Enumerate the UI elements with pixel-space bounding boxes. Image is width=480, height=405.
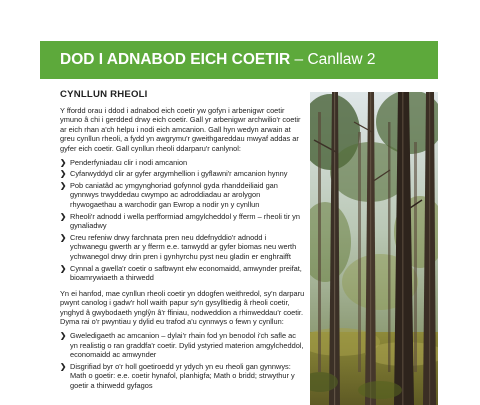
list-item: ❯ Rheoli'r adnodd i wella perfformiad amgylcheddol y fferm – rheoli tir yn gynaliadwy bbox=[60, 211, 300, 231]
chevron-right-icon: ❯ bbox=[60, 331, 67, 341]
page-title: DOD I ADNABOD EICH COETIR bbox=[60, 51, 291, 68]
list-item: ❯ Gweledigaeth ac amcanion – dylai'r rhain fod yn benodol i'ch safle ac yn realistig o ran graddfa'r coetir. Dylid ystyried materion amgylcheddol, economaidd ac amwynder bbox=[60, 331, 304, 360]
chevron-right-icon: ❯ bbox=[60, 232, 67, 242]
list-item: ❯ Disgrifiad byr o'r holl goetiroedd yr ydych yn eu rheoli gan gynnwys: Math o goetir: e.e. coetir hynafol, planhigfa; Math o bridd; strwythur y goetir a thirwedd gyfagos bbox=[60, 361, 295, 391]
body-paragraph: Yn ei hanfod, mae cynllun rheoli coetir yn ddogfen weithredol, sy'n darparu pwynt canolog i gadw'r holl waith papur sy'n gysylltiedig â rheoli coetir, ynghyd â gwybodaeth ynglŷn â'r ffiniau, nodweddion a rhinweddau'r coetir. Dyma rai o'r pwyntiau y dylid eu trafod a'u cynnwys o fewn y cynllun: bbox=[60, 288, 305, 327]
list-item: ❯ Cyfarwyddyd clir ar gyfer argymhellion i gyflawni'r amcanion hynny bbox=[60, 169, 288, 179]
chevron-right-icon: ❯ bbox=[60, 169, 67, 179]
list-item: ❯ Creu refeniw drwy farchnata pren neu ddefnyddio'r adnodd i ychwanegu gwerth ar y fferm e.e. tanwydd ar gyfer biomas neu werth ychwanegol drwy drin pren i gynhyrchu pyst neu gladin er enghraifft bbox=[60, 232, 297, 261]
intro-paragraph: Y ffordd orau i ddod i adnabod eich coetir yw gofyn i arbenigwr coetir ymuno â chi i gerdded drwy eich coetir. Gall yr arbenigwr archwilio'r coetir ar eich rhan a'ch helpu i nodi eich amcanion. Gall hyn wedyn arwain at greu cynllun rheoli, a fydd yn awgrymu'r gweithgareddau mwyaf addas ar gyfer eich coetir. Gall cynllun rheoli ddarparu'r canlynol: bbox=[60, 105, 301, 153]
bullet-list bbox=[60, 158, 305, 283]
main-content bbox=[60, 90, 305, 397]
bullet-list-2 bbox=[60, 331, 305, 391]
list-item: ❯ Cynnal a gwella'r coetir o safbwynt elw economaidd, amwynder preifat, bioamrywiaeth a thirwedd bbox=[60, 263, 302, 283]
title-banner bbox=[40, 41, 438, 79]
forest-photo bbox=[310, 92, 438, 405]
chevron-right-icon: ❯ bbox=[60, 211, 67, 221]
list-item: ❯ Pob caniatâd ac ymgynghoriad gofynnol gyda rhanddeiliaid gan gynnwys trwyddedau cwympo ac adroddiadau ar arolygon rhywogaethau a warchodir gan Ewrop a nodir yn y cynllun bbox=[60, 180, 278, 209]
forest-photo-icon bbox=[310, 92, 438, 405]
chevron-right-icon: ❯ bbox=[60, 180, 67, 190]
chevron-right-icon: ❯ bbox=[60, 263, 67, 273]
list-item: ❯ Penderfyniadau clir i nodi amcanion bbox=[60, 157, 188, 167]
section-heading: CYNLLUN RHEOLI bbox=[60, 89, 148, 100]
chevron-right-icon: ❯ bbox=[60, 157, 67, 167]
chevron-right-icon: ❯ bbox=[60, 361, 67, 371]
page-subtitle: – Canllaw 2 bbox=[294, 51, 376, 68]
